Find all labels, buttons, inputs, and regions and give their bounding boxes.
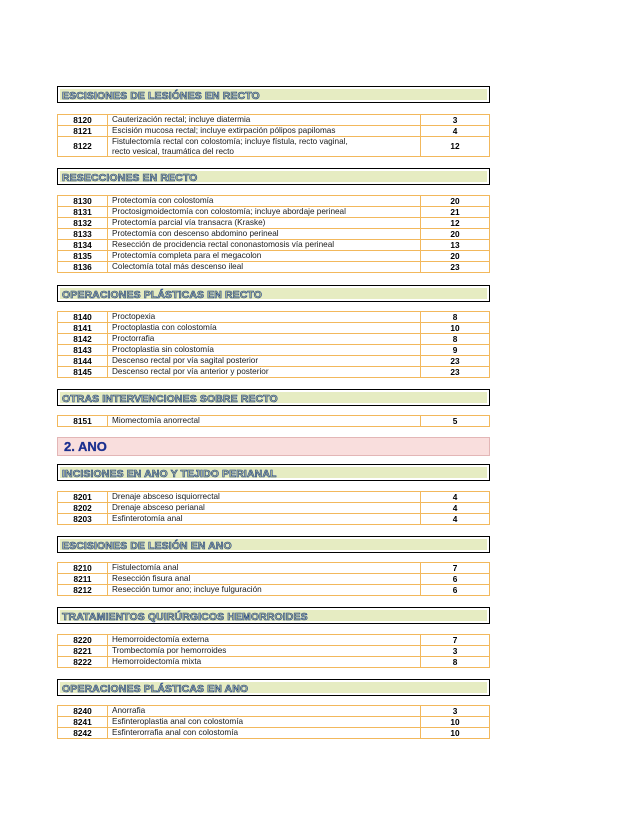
chapter-title: 2. ANO [64, 439, 107, 454]
table-row [58, 367, 490, 378]
procedure-code: 8211 [58, 574, 108, 585]
procedure-value: 4 [421, 503, 490, 514]
table-row [58, 503, 490, 514]
procedure-value: 20 [421, 229, 490, 240]
procedure-code: 8241 [58, 717, 108, 728]
procedure-description: Miomectomía anorrectal [108, 416, 421, 427]
procedure-description: Esfinteroplastia anal con colostomía [108, 717, 421, 728]
table-row [58, 137, 490, 157]
section-header-text: INCISIONES EN ANO Y TEJIDO PERIANAL [62, 468, 277, 480]
procedure-description: Hemorroidectomía mixta [108, 657, 421, 668]
procedure-description: Anorrafia [108, 706, 421, 717]
table-row [58, 323, 490, 334]
procedure-value: 7 [421, 635, 490, 646]
section-header [57, 536, 490, 553]
procedure-code: 8202 [58, 503, 108, 514]
procedure-value: 4 [421, 514, 490, 525]
procedure-code: 8201 [58, 492, 108, 503]
procedure-value: 3 [421, 646, 490, 657]
procedure-value: 23 [421, 262, 490, 273]
procedure-description: Protectomía completa para el megacolon [108, 251, 421, 262]
table-row [58, 492, 490, 503]
procedure-description: Esfinterorrafia anal con colostomía [108, 728, 421, 739]
table-row [58, 334, 490, 345]
procedure-table [57, 195, 490, 273]
section-header [57, 389, 490, 406]
procedure-code: 8203 [58, 514, 108, 525]
procedure-code: 8212 [58, 585, 108, 596]
section-header [57, 168, 490, 185]
procedure-code: 8132 [58, 218, 108, 229]
section-header [57, 607, 490, 624]
procedure-value: 20 [421, 196, 490, 207]
procedure-description: Descenso rectal por vía sagital posterior [108, 356, 421, 367]
table-row [58, 728, 490, 739]
section-header-text: ESCISIONES DE LESIÓN EN ANO [62, 540, 232, 552]
table-row [58, 717, 490, 728]
procedure-code: 8221 [58, 646, 108, 657]
procedure-code: 8143 [58, 345, 108, 356]
procedure-code: 8134 [58, 240, 108, 251]
procedure-value: 10 [421, 728, 490, 739]
section-header-text: OTRAS INTERVENCIONES SOBRE RECTO [62, 393, 278, 405]
section-header-text: OPERACIONES PLÁSTICAS EN RECTO [62, 289, 262, 301]
procedure-value: 4 [421, 126, 490, 137]
table-row [58, 657, 490, 668]
procedure-description: Proctoplastia sin colostomía [108, 345, 421, 356]
table-row [58, 312, 490, 323]
procedure-value: 12 [421, 218, 490, 229]
procedure-code: 8131 [58, 207, 108, 218]
procedure-code: 8135 [58, 251, 108, 262]
table-row [58, 635, 490, 646]
procedure-code: 8140 [58, 312, 108, 323]
procedure-code: 8120 [58, 115, 108, 126]
procedure-value: 7 [421, 563, 490, 574]
procedure-value: 12 [421, 137, 490, 157]
procedure-description: Drenaje absceso perianal [108, 503, 421, 514]
procedure-description: Cauterización rectal; incluye diatermia [108, 115, 421, 126]
table-row [58, 514, 490, 525]
procedure-value: 23 [421, 356, 490, 367]
procedure-code: 8145 [58, 367, 108, 378]
procedure-description: Proctosigmoidectomía con colostomía; incluye abordaje perineal [108, 207, 421, 218]
procedure-table [57, 491, 490, 525]
procedure-code: 8136 [58, 262, 108, 273]
procedure-value: 5 [421, 416, 490, 427]
procedure-code: 8141 [58, 323, 108, 334]
table-row [58, 262, 490, 273]
procedure-value: 4 [421, 492, 490, 503]
procedure-table [57, 562, 490, 596]
procedure-table [57, 311, 490, 378]
procedure-description: Proctoplastia con colostomía [108, 323, 421, 334]
procedure-description: Resección fisura anal [108, 574, 421, 585]
table-row [58, 126, 490, 137]
procedure-value: 10 [421, 323, 490, 334]
procedure-description: Drenaje absceso isquiorrectal [108, 492, 421, 503]
procedure-value: 10 [421, 717, 490, 728]
procedure-code: 8130 [58, 196, 108, 207]
section-header [57, 464, 490, 481]
procedure-value: 9 [421, 345, 490, 356]
procedure-description: Proctopexia [108, 312, 421, 323]
procedure-table [57, 634, 490, 668]
procedure-value: 8 [421, 312, 490, 323]
procedure-description: Colectomía total más descenso ileal [108, 262, 421, 273]
procedure-description: Protectomía con colostomía [108, 196, 421, 207]
table-row [58, 345, 490, 356]
procedure-description: Esfinterotomía anal [108, 514, 421, 525]
procedure-value: 6 [421, 574, 490, 585]
procedure-code: 8242 [58, 728, 108, 739]
section-header [57, 679, 490, 696]
procedure-description: Resección tumor ano; incluye fulguración [108, 585, 421, 596]
procedure-value: 21 [421, 207, 490, 218]
procedure-code: 8144 [58, 356, 108, 367]
procedure-value: 23 [421, 367, 490, 378]
table-row [58, 646, 490, 657]
procedure-value: 3 [421, 706, 490, 717]
procedure-code: 8142 [58, 334, 108, 345]
table-row [58, 229, 490, 240]
table-row [58, 240, 490, 251]
table-row [58, 585, 490, 596]
procedure-description: Resección de procidencia rectal cononastomosis vía perineal [108, 240, 421, 251]
procedure-description: Fistulectomía rectal con colostomía; incluye fístula, recto vaginal, recto vesical, traumática del recto [108, 137, 421, 157]
procedure-code: 8222 [58, 657, 108, 668]
table-row [58, 251, 490, 262]
section-header-text: RESECCIONES EN RECTO [62, 172, 198, 184]
procedure-description: Trombectomía por hemorroides [108, 646, 421, 657]
procedure-code: 8220 [58, 635, 108, 646]
procedure-code: 8210 [58, 563, 108, 574]
procedure-value: 13 [421, 240, 490, 251]
procedure-value: 20 [421, 251, 490, 262]
procedure-description: Hemorroidectomía externa [108, 635, 421, 646]
section-header [57, 285, 490, 302]
table-row [58, 115, 490, 126]
table-row [58, 563, 490, 574]
procedure-code: 8133 [58, 229, 108, 240]
procedure-code: 8122 [58, 137, 108, 157]
procedure-description: Proctorrafia [108, 334, 421, 345]
procedure-value: 8 [421, 334, 490, 345]
procedure-code: 8151 [58, 416, 108, 427]
procedure-description: Protectomía con descenso abdomino perineal [108, 229, 421, 240]
table-row [58, 356, 490, 367]
section-header-text: TRATAMIENTOS QUIRÚRGICOS HEMORROIDES [62, 611, 308, 623]
procedure-code: 8240 [58, 706, 108, 717]
table-row [58, 416, 490, 427]
section-header-text: ESCISIONES DE LESIÓNES EN RECTO [62, 90, 260, 102]
table-row [58, 207, 490, 218]
table-row [58, 196, 490, 207]
procedure-table [57, 705, 490, 739]
procedure-description: Fistulectomía anal [108, 563, 421, 574]
chapter-title-bar [57, 437, 490, 456]
section-header [57, 86, 490, 103]
procedure-value: 6 [421, 585, 490, 596]
procedure-description: Escisión mucosa rectal; incluye extirpación pólipos papilomas [108, 126, 421, 137]
procedure-description: Protectomía parcial vía transacra (Kraske) [108, 218, 421, 229]
procedure-table [57, 415, 490, 427]
procedure-value: 3 [421, 115, 490, 126]
table-row [58, 574, 490, 585]
procedure-code: 8121 [58, 126, 108, 137]
procedure-table [57, 114, 490, 157]
table-row [58, 706, 490, 717]
section-header-text: OPERACIONES PLÁSTICAS EN ANO [62, 683, 249, 695]
procedure-value: 8 [421, 657, 490, 668]
procedure-description: Descenso rectal por vía anterior y posterior [108, 367, 421, 378]
table-row [58, 218, 490, 229]
